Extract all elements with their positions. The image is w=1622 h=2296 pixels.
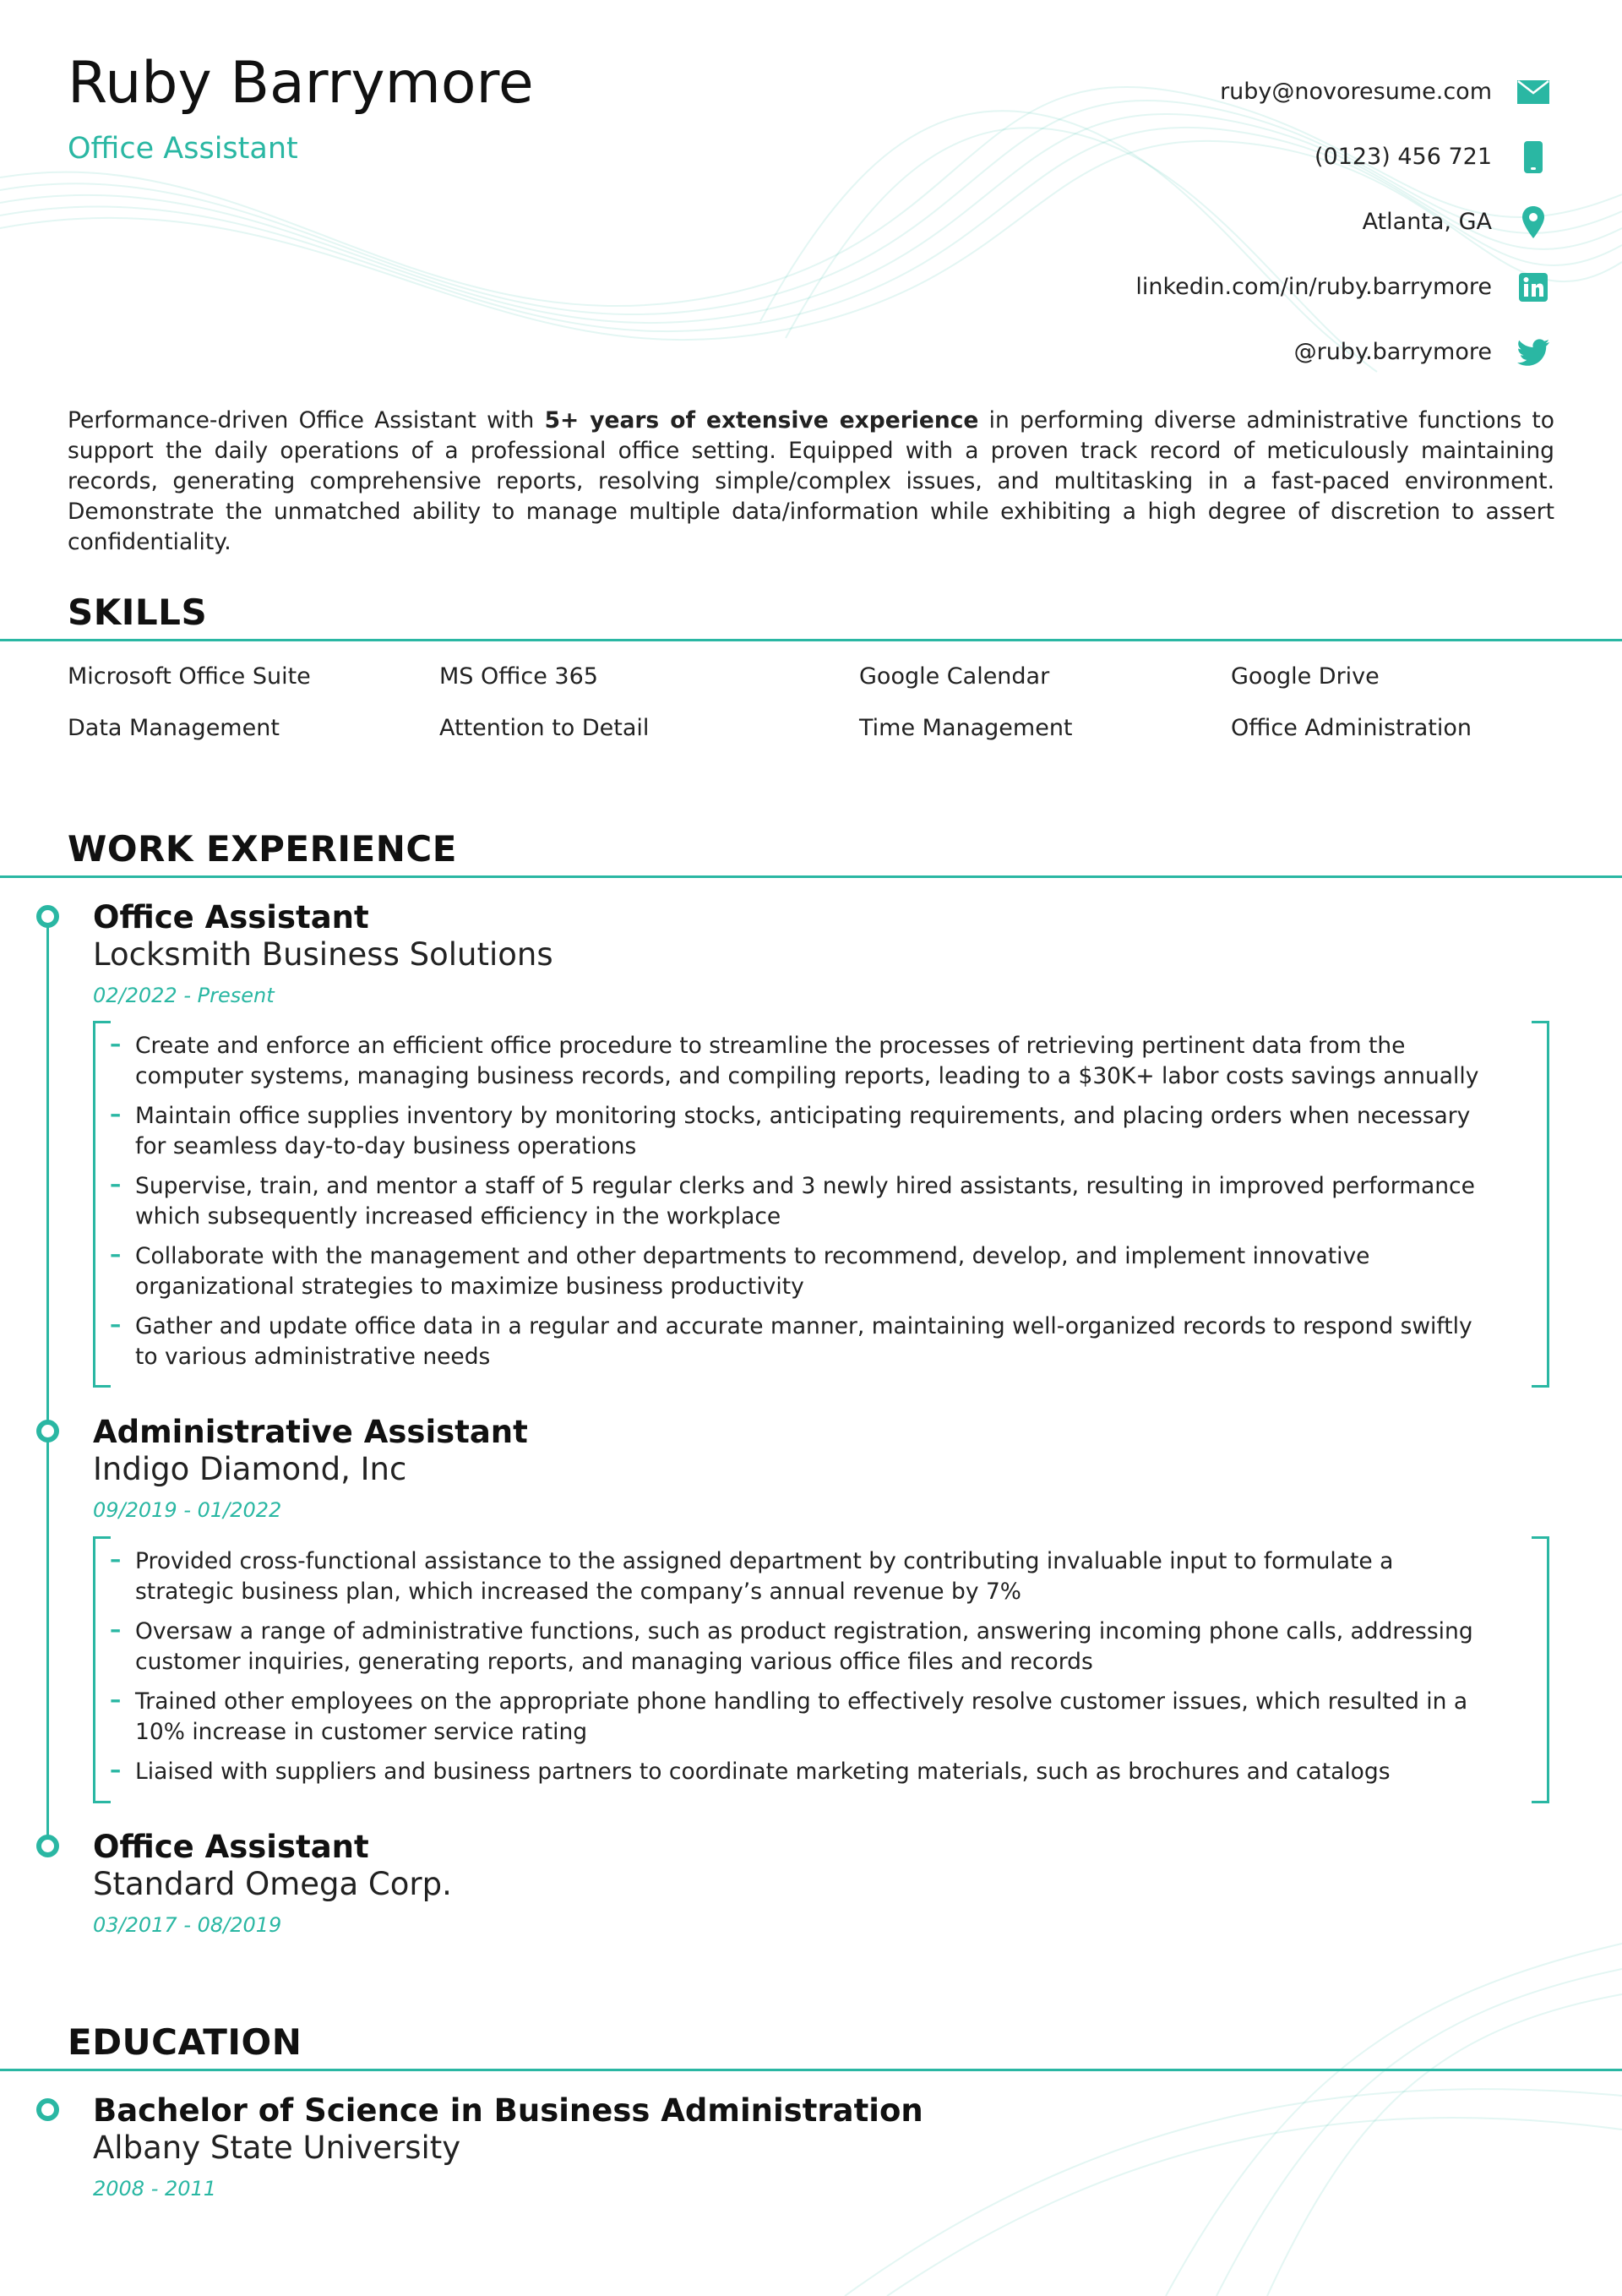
list-item: – Gather and update office data in a regular and accurate manner, maintaining well-organized records to respond swiftly to various administrative needs — [135, 1312, 1499, 1372]
skill-item: Google Calendar — [859, 663, 1050, 690]
contact-location-text: Atlanta, GA — [1362, 209, 1492, 235]
skill-item: MS Office 365 — [439, 663, 598, 690]
education-heading: EDUCATION — [68, 2021, 302, 2063]
contact-linkedin-text[interactable]: linkedin.com/in/ruby.barrymore — [1135, 274, 1492, 300]
professional-summary — [68, 406, 1554, 558]
bracket-left — [93, 1021, 111, 1388]
job-title: Office Assistant — [93, 899, 369, 935]
contact-email-text[interactable]: ruby@novoresume.com — [1220, 79, 1492, 105]
contact-list — [1135, 59, 1549, 384]
job-dates: 09/2019 - 01/2022 — [93, 1498, 282, 1522]
list-item: – Collaborate with the management and other departments to recommend, develop, and implement innovative organizational strategies to maximize business productivity — [135, 1241, 1499, 1302]
twitter-icon — [1517, 336, 1549, 368]
skill-item: Data Management — [68, 715, 280, 741]
bracket-right — [1532, 1536, 1549, 1803]
contact-twitter-text[interactable]: @ruby.barrymore — [1293, 339, 1492, 365]
contact-phone[interactable] — [1135, 124, 1549, 189]
location-pin-icon — [1517, 206, 1549, 238]
education-dates: 2008 - 2011 — [93, 2177, 217, 2201]
list-item: – Trained other employees on the appropriate phone handling to effectively resolve customer issues, which resulted in a 10% increase in customer service rating — [135, 1687, 1499, 1748]
bracket-right — [1532, 1021, 1549, 1388]
timeline-dot — [36, 2098, 59, 2121]
skill-item: Microsoft Office Suite — [68, 663, 311, 690]
experience-timeline-line — [46, 919, 49, 1848]
skill-item: Time Management — [859, 715, 1073, 741]
job-achievements — [93, 1021, 1549, 1388]
skills-heading: SKILLS — [68, 592, 208, 633]
bracket-left — [93, 1536, 111, 1803]
education-school: Albany State University — [93, 2130, 461, 2166]
education-divider — [0, 2069, 1622, 2071]
job-achievements — [93, 1536, 1549, 1803]
summary-intro: Performance-driven Office Assistant with — [68, 407, 545, 434]
skills-divider — [0, 639, 1622, 641]
contact-phone-text[interactable]: (0123) 456 721 — [1314, 144, 1492, 170]
job-dates: 03/2017 - 08/2019 — [93, 1913, 282, 1937]
skill-item: Office Administration — [1231, 715, 1472, 741]
list-item: – Maintain office supplies inventory by monitoring stocks, anticipating requirements, and placing orders when necessary for seamless day-to-day business operations — [135, 1101, 1499, 1162]
job-title: Office Assistant — [93, 1829, 369, 1865]
list-item: – Create and enforce an efficient office procedure to streamline the processes of retrieving pertinent data from the computer systems, managing business records, and compiling reports, leading to a $30K+ labor costs savings annually — [135, 1031, 1499, 1092]
contact-twitter[interactable] — [1135, 319, 1549, 384]
timeline-dot — [36, 1420, 59, 1442]
job-dates: 02/2022 - Present — [93, 984, 275, 1007]
work-experience-divider — [0, 875, 1622, 878]
list-item: – Liaised with suppliers and business partners to coordinate marketing materials, such as brochures and catalogs — [135, 1757, 1499, 1787]
linkedin-icon — [1517, 271, 1549, 303]
summary-highlight: 5+ years of extensive experience — [544, 407, 979, 434]
timeline-dot — [36, 1835, 59, 1857]
list-item: – Supervise, train, and mentor a staff of 5 regular clerks and 3 newly hired assistants, resulting in improved performance which subsequently increased efficiency in the workplace — [135, 1171, 1499, 1232]
timeline-dot — [36, 905, 59, 928]
job-company: Indigo Diamond, Inc — [93, 1451, 407, 1487]
skill-item: Attention to Detail — [439, 715, 650, 741]
work-experience-heading: WORK EXPERIENCE — [68, 828, 457, 870]
job-company: Locksmith Business Solutions — [93, 936, 553, 973]
education-degree: Bachelor of Science in Business Administration — [93, 2092, 923, 2129]
contact-email[interactable] — [1135, 59, 1549, 124]
list-item: – Oversaw a range of administrative functions, such as product registration, answering incoming phone calls, addressing customer inquiries, generating reports, and managing various office files and records — [135, 1617, 1499, 1677]
candidate-job-title: Office Assistant — [68, 132, 298, 166]
job-company: Standard Omega Corp. — [93, 1866, 452, 1902]
phone-icon — [1517, 141, 1549, 173]
list-item: – Provided cross-functional assistance to the assigned department by contributing invaluable input to formulate a strategic business plan, which increased the company’s annual revenue by 7% — [135, 1546, 1499, 1607]
contact-linkedin[interactable] — [1135, 254, 1549, 319]
skill-item: Google Drive — [1231, 663, 1380, 690]
contact-location — [1135, 189, 1549, 254]
summary-body: in performing diverse administrative functions to support the daily operations of a professional office setting. Equipped with a proven track record of meticulously maintaining records, generating comprehensive reports, resolving simple/complex issues, and multitasking in a fast-paced environment. Demonstrate the unmatched ability to manage multiple data/information while exhibiting a high degree of discretion to assert confidentiality. — [68, 407, 1554, 555]
envelope-icon — [1517, 76, 1549, 108]
candidate-name: Ruby Barrymore — [68, 50, 534, 117]
job-title: Administrative Assistant — [93, 1414, 528, 1450]
